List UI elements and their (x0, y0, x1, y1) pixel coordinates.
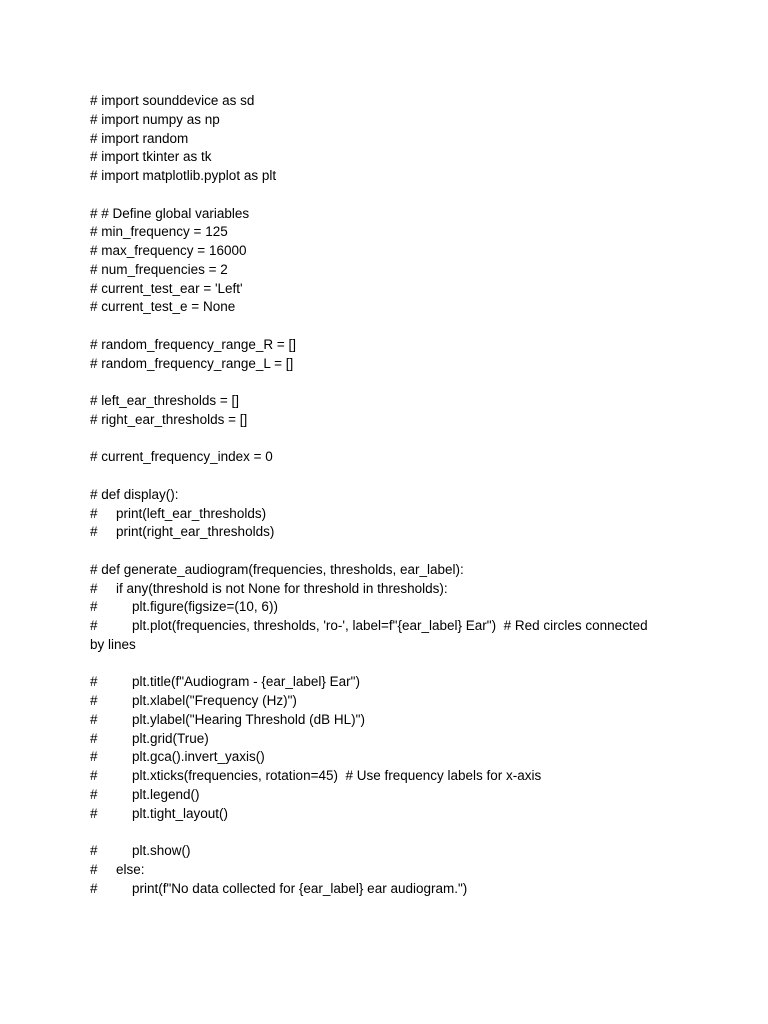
code-document (90, 92, 680, 898)
code-line: # current_test_ear = 'Left' (90, 280, 243, 296)
code-line: # import matplotlib.pyplot as plt (90, 168, 277, 183)
code-line: # import tkinter as tk (90, 149, 212, 165)
code-line: # current_frequency_index = 0 (90, 449, 273, 465)
code-line: # plt.gca().invert_yaxis() (90, 749, 265, 765)
code-line: # def generate_audiogram(frequencies, thresholds, ear_label): (90, 561, 464, 577)
code-line: # import random (90, 130, 189, 146)
code-line: # else: (90, 861, 145, 877)
code-line: # plt.grid(True) (90, 730, 209, 746)
code-line: # num_frequencies = 2 (90, 261, 228, 277)
code-line: # print(right_ear_thresholds) (90, 524, 275, 540)
code-line: # def display(): (90, 486, 179, 502)
blank-line (90, 373, 680, 392)
blank-line (90, 655, 680, 674)
code-line: # plt.show() (90, 843, 191, 858)
code-line: # plt.xlabel("Frequency (Hz)") (90, 693, 297, 708)
blank-line (90, 317, 680, 336)
code-line: # import sounddevice as sd (90, 93, 255, 108)
code-line: # plt.figure(figsize=(10, 6)) (90, 599, 278, 615)
blank-line (90, 186, 680, 205)
code-line: # print(f"No data collected for {ear_label} ear audiogram.") (90, 880, 468, 896)
code-line: # plt.legend() (90, 786, 200, 802)
code-line: # if any(threshold is not None for threshold in thresholds): (90, 580, 448, 596)
blank-line (90, 430, 680, 449)
code-line-wrapped: # plt.plot(frequencies, thresholds, 'ro-', label=f"{ear_label} Ear") # Red circles connected by lines (90, 618, 652, 652)
code-line: # left_ear_thresholds = [] (90, 393, 239, 408)
code-line: # max_frequency = 16000 (90, 243, 247, 258)
code-line: # min_frequency = 125 (90, 224, 228, 240)
code-line: # right_ear_thresholds = [] (90, 411, 248, 427)
blank-line (90, 823, 680, 842)
blank-line (90, 467, 680, 486)
code-line: # plt.tight_layout() (90, 805, 229, 821)
code-line: # # Define global variables (90, 205, 250, 221)
code-line: # random_frequency_range_R = [] (90, 336, 297, 352)
code-line: # plt.xticks(frequencies, rotation=45) # Use frequency labels for x-axis (90, 768, 542, 783)
code-line: # random_frequency_range_L = [] (90, 355, 294, 371)
blank-line (90, 542, 680, 561)
code-line: # print(left_ear_thresholds) (90, 505, 267, 521)
code-line: # current_test_e = None (90, 299, 236, 315)
comment-marker: # (90, 618, 98, 633)
code-line: # plt.ylabel("Hearing Threshold (dB HL)") (90, 711, 365, 727)
code-line: # import numpy as np (90, 111, 220, 127)
code-line: # plt.title(f"Audiogram - {ear_label} Ear") (90, 674, 360, 690)
